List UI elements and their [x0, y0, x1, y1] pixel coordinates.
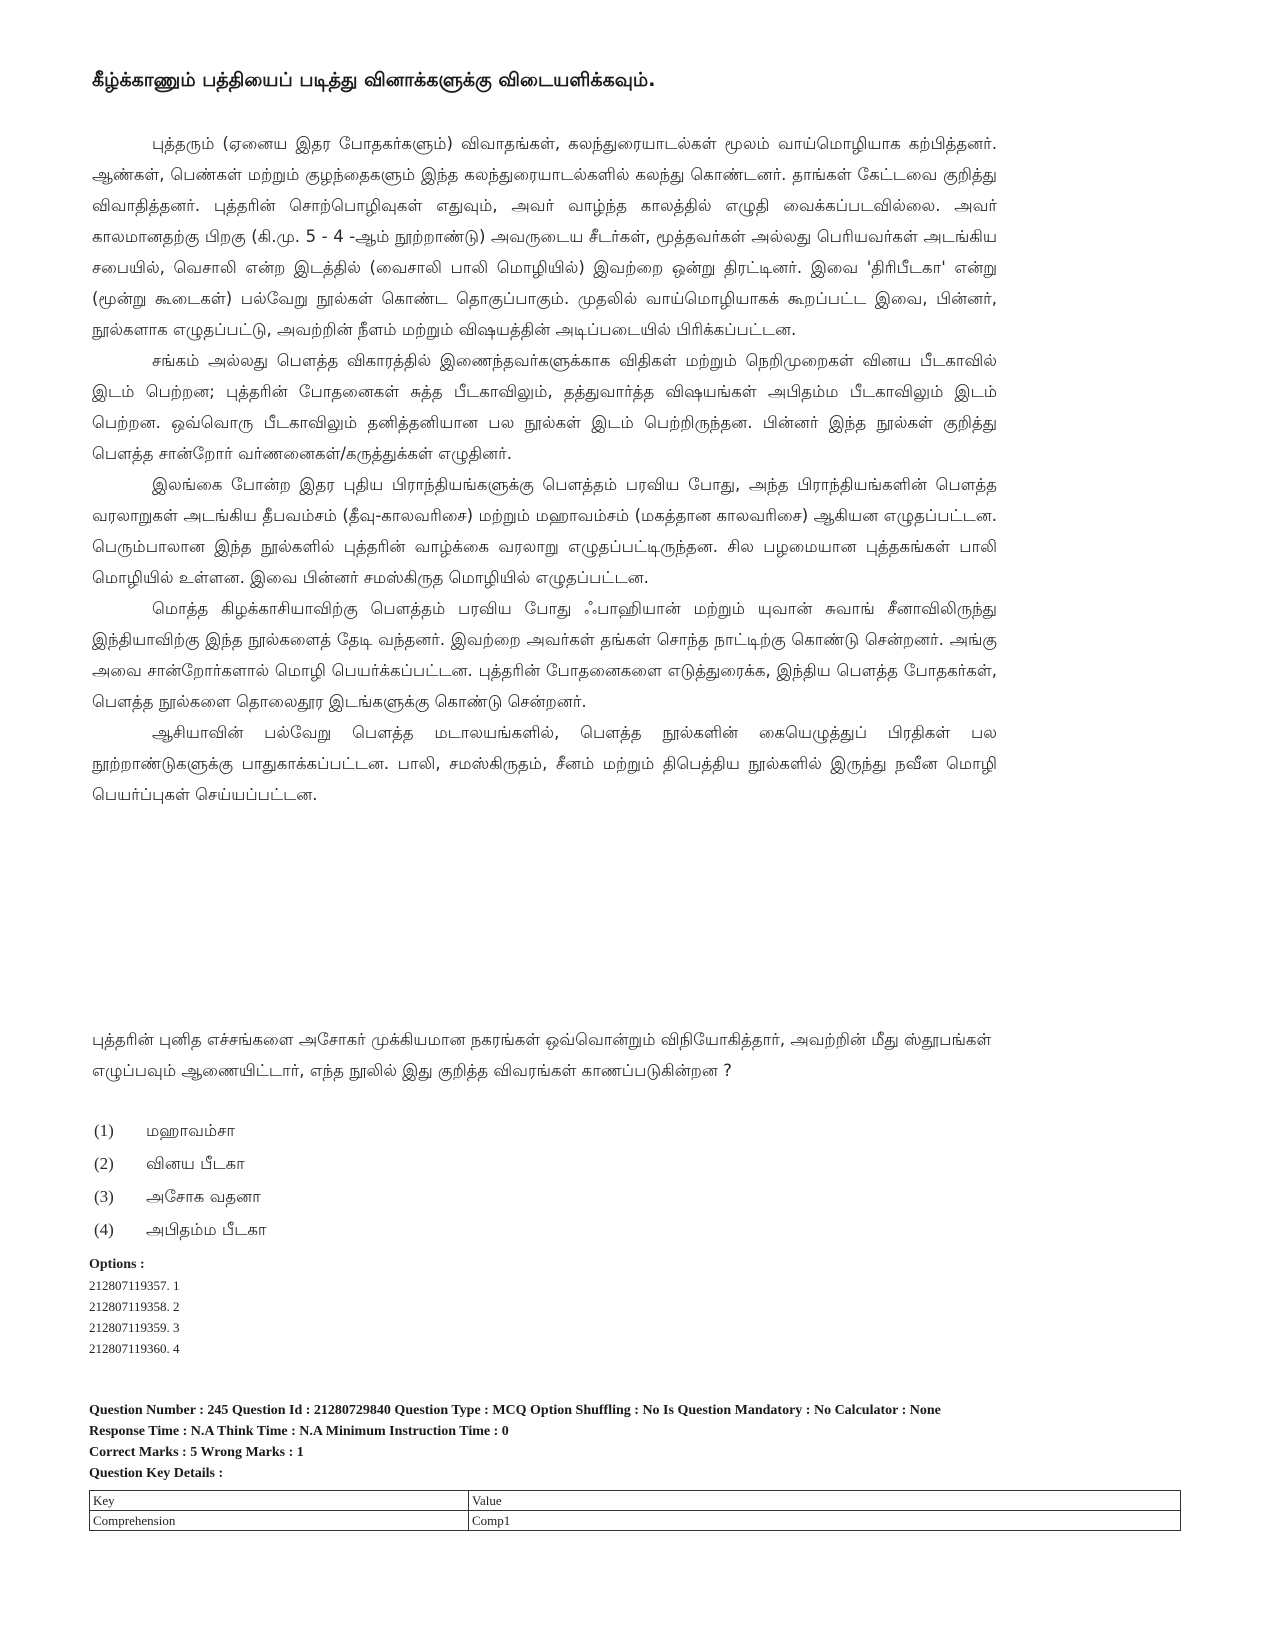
meta-line-question-info: Question Number : 245 Question Id : 21280729840 Question Type : MCQ Option Shuffling : No Is Question Mandatory : No Calculator : None	[89, 1403, 941, 1418]
meta-line-key-details: Question Key Details :	[89, 1466, 224, 1481]
options-title: Options :	[89, 1257, 145, 1272]
answer-text: மஹாவம்சா	[146, 1121, 235, 1140]
answer-text: அபிதம்ம பீடகா	[146, 1220, 267, 1239]
passage-paragraph: சங்கம் அல்லது பௌத்த விகாரத்தில் இணைந்தவர்களுக்காக விதிகள் மற்றும் நெறிமுறைகள் வினய பீடகாவில் இடம் பெற்றன; புத்தரின் போதனைகள் சுத்த பீடகாவிலும், தத்துவார்த்த விஷயங்கள் அபிதம்ம பீடகாவிலும் இடம் பெற்றன. ஒவ்வொரு பீடகாவிலும் தனித்தனியான பல நூல்கள் இடம் பெற்றிருந்தன. பின்னர் இந்த நூல்கள் குறித்து பௌத்த சான்றோர் வர்ணனைகள்/கருத்துக்கள் எழுதினர்.	[92, 351, 997, 463]
question-metadata	[89, 1400, 1249, 1484]
passage-paragraph: மொத்த கிழக்காசியாவிற்கு பௌத்தம் பரவிய போது ஃபாஹியான் மற்றும் யுவான் சுவாங் சீனாவிலிருந்து இந்தியாவிற்கு இந்த நூல்களைத் தேடி வந்தனர். இவற்றை அவர்கள் தங்கள் சொந்த நாட்டிற்கு கொண்டு சென்றனர். அங்கு அவை சான்றோர்களால் மொழி பெயர்க்கப்பட்டன. புத்தரின் போதனைகளை எடுத்துரைக்க, இந்திய பௌத்த போதகர்கள், பௌத்த நூல்களை தொலைதூர இடங்களுக்கு கொண்டு சென்றனர்.	[92, 599, 997, 711]
answer-choice	[94, 1213, 594, 1246]
table-cell-key: Comprehension	[90, 1511, 469, 1531]
table-row	[90, 1511, 1181, 1531]
table-header-value: Value	[469, 1491, 1181, 1511]
question-text: புத்தரின் புனித எச்சங்களை அசோகர் முக்கியமான நகரங்கள் ஒவ்வொன்றும் விநியோகித்தார், அவற்றின் மீது ஸ்தூபங்கள் எழுப்பவும் ஆணையிட்டார், எந்த நூலில் இது குறித்த விவரங்கள் காணப்படுகின்றன ?	[92, 1030, 992, 1080]
table-header-row	[90, 1491, 1181, 1511]
table-header-key: Key	[90, 1491, 469, 1511]
instruction-heading: கீழ்க்காணும் பத்தியைப் படித்து வினாக்களுக்கு விடையளிக்கவும்.	[92, 69, 656, 91]
answer-choice	[94, 1180, 594, 1213]
answer-text: அசோக வதனா	[146, 1187, 261, 1206]
passage-paragraph: ஆசியாவின் பல்வேறு பௌத்த மடாலயங்களில், பௌத்த நூல்களின் கையெழுத்துப் பிரதிகள் பல நூற்றாண்டுகளுக்கு பாதுகாக்கப்பட்டன. பாலி, சமஸ்கிருதம், சீனம் மற்றும் திபெத்திய நூல்களில் இருந்து நவீன மொழி பெயர்ப்புகள் செய்யப்பட்டன.	[92, 723, 997, 804]
answer-number: (3)	[94, 1187, 114, 1206]
answer-choices	[94, 1114, 594, 1246]
option-ids	[89, 1254, 180, 1359]
answer-choice	[94, 1147, 594, 1180]
option-id: 212807119360. 4	[89, 1341, 180, 1356]
passage-paragraph: இலங்கை போன்ற இதர புதிய பிராந்தியங்களுக்கு பௌத்தம் பரவிய போது, அந்த பிராந்தியங்களின் பௌத்த வரலாறுகள் அடங்கிய தீபவம்சம் (தீவு-காலவரிசை) மற்றும் மஹாவம்சம் (மகத்தான காலவரிசை) ஆகியன எழுதப்பட்டன. பெரும்பாலான இந்த நூல்களில் புத்தரின் வாழ்க்கை வரலாறு எழுதப்பட்டிருந்தன. சில பழமையான புத்தகங்கள் பாலி மொழியில் உள்ளன. இவை பின்னர் சமஸ்கிருத மொழியில் எழுதப்பட்டன.	[92, 475, 997, 587]
passage-paragraph: புத்தரும் (ஏனைய இதர போதகர்களும்) விவாதங்கள், கலந்துரையாடல்கள் மூலம் வாய்மொழியாக கற்பித்தனர். ஆண்கள், பெண்கள் மற்றும் குழந்தைகளும் இந்த கலந்துரையாடல்களில் கலந்து கொண்டனர். தாங்கள் கேட்டவை குறித்து விவாதித்தனர். புத்தரின் சொற்பொழிவுகள் எதுவும், அவர் வாழ்ந்த காலத்தில் எழுதி வைக்கப்படவில்லை. அவர் காலமானதற்கு பிறகு (கி.மு. 5 - 4 -ஆம் நூற்றாண்டு) அவருடைய சீடர்கள், மூத்தவர்கள் அல்லது பெரியவர்கள் அடங்கிய சபையில், வெசாலி என்ற இடத்தில் (வைசாலி பாலி மொழியில்) இவற்றை ஒன்று திரட்டினர். இவை 'திரிபீடகா' என்று (மூன்று கூடைகள்) பல்வேறு நூல்கள் கொண்ட தொகுப்பாகும். முதலில் வாய்மொழியாகக் கூறப்பட்ட இவை, பின்னர், நூல்களாக எழுதப்பட்டு, அவற்றின் நீளம் மற்றும் விஷயத்தின் அடிப்படையில் பிரிக்கப்பட்டன.	[92, 134, 997, 339]
table-cell-value: Comp1	[469, 1511, 1181, 1531]
answer-number: (4)	[94, 1220, 114, 1239]
meta-line-timing: Response Time : N.A Think Time : N.A Minimum Instruction Time : 0	[89, 1424, 509, 1439]
meta-line-marks: Correct Marks : 5 Wrong Marks : 1	[89, 1445, 304, 1460]
answer-text: வினய பீடகா	[146, 1154, 245, 1173]
comprehension-passage	[92, 128, 997, 810]
answer-number: (2)	[94, 1154, 114, 1173]
option-id: 212807119359. 3	[89, 1320, 180, 1335]
key-details-table	[89, 1490, 1181, 1531]
option-id: 212807119358. 2	[89, 1299, 180, 1314]
answer-number: (1)	[94, 1121, 114, 1140]
option-id: 212807119357. 1	[89, 1278, 180, 1293]
answer-choice	[94, 1114, 594, 1147]
